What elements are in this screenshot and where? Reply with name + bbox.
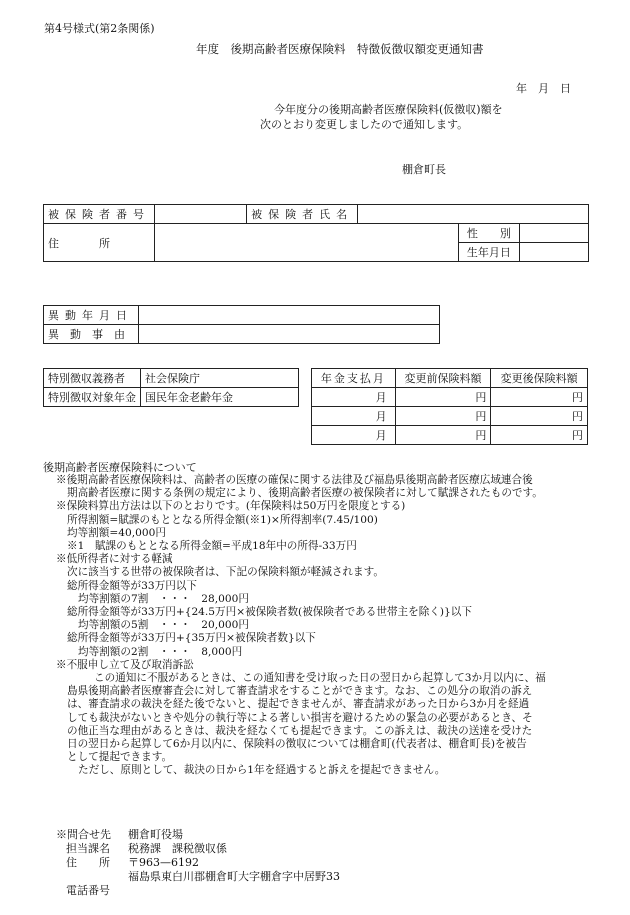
note-line: しても裁決がないときや処分の執行等による著しい損害を避けるための緊急の必要があるとき、そ (67, 711, 533, 724)
before-amount-header: 変更前保険料額 (395, 369, 491, 388)
obligor-table (43, 368, 299, 407)
note-line: ただし、原則として、裁決の日から1年を経過すると訴えを提起できません。 (78, 764, 446, 777)
note-line: この通知に不服があるときは、この通知書を受け取った日の翌日から起算して3か月以内に、福 (94, 672, 546, 685)
note-line: 均等割額=40,000円 (67, 526, 166, 539)
note-line: ※1 賦課のもととなる所得金額=平成18年中の所得-33万円 (67, 540, 357, 553)
note-line: 均等割額の2割 ・・・ 8,000円 (78, 645, 243, 658)
change-date-field[interactable] (138, 306, 439, 325)
section-value: 税務課 課税徴収係 (128, 842, 227, 855)
intro-line-2: 次のとおり変更しましたので通知します。 (260, 118, 469, 131)
before-amount-cell[interactable]: 円 (395, 388, 491, 407)
note-line: ※低所得者に対する軽減 (56, 553, 173, 566)
obligor-value: 社会保険庁 (141, 369, 299, 388)
note-line: ※不服申し立て及び取消訴訟 (56, 658, 194, 671)
birth-date-label: 生年月日 (458, 243, 519, 262)
table-row (312, 407, 588, 426)
change-table (43, 305, 440, 344)
note-line: ※後期高齢者医療保険料は、高齢者の医療の確保に関する法律及び福島県後期高齢者医療広域連合後 (56, 474, 533, 486)
pension-table (311, 368, 588, 445)
after-amount-cell[interactable]: 円 (491, 388, 588, 407)
table-row (312, 426, 588, 445)
note-line: として提起できます。 (67, 751, 173, 764)
intro-line-1: 今年度分の後期高齢者医療保険料(仮徴収)額を (274, 103, 503, 116)
notes-heading: 後期高齢者医療保険料について (43, 461, 197, 474)
before-amount-cell[interactable]: 円 (395, 407, 491, 426)
change-reason-field[interactable] (138, 325, 439, 344)
form-number: 第4号様式(第2条関係) (44, 22, 155, 35)
section-label: 担当課名 (66, 842, 110, 855)
note-line: 総所得金額等が33万円以下 (67, 579, 198, 592)
contact-address-label: 住 所 (66, 856, 110, 869)
note-line: 総所得金額等が33万円+{24.5万円×被保険者数(被保険者である世帯主を除く)}以下 (67, 606, 472, 619)
after-amount-header: 変更後保険料額 (491, 369, 588, 388)
document-title: 年度 後期高齢者医療保険料 特徴仮徴収額変更通知書 (196, 42, 484, 56)
obligor-label: 特別徴収義務者 (44, 369, 141, 388)
birth-date-field[interactable] (519, 243, 588, 262)
insured-table (43, 204, 589, 262)
note-line: の他正当な理由があるときは、裁決を経なくても提起できます。この訴えは、裁決の送達を受けた (67, 724, 533, 737)
insured-name-field[interactable] (358, 205, 589, 224)
after-amount-cell[interactable]: 円 (491, 426, 588, 445)
note-line: 総所得金額等が33万円+{35万円×被保険者数}以下 (67, 632, 316, 645)
address-label: 住 所 (44, 224, 155, 262)
inquiry-value: 棚倉町役場 (128, 828, 183, 841)
note-line: 均等割額の5割 ・・・ 20,000円 (78, 619, 249, 632)
sex-label: 性 別 (458, 224, 519, 243)
insured-name-label: 被保険者氏名 (247, 205, 358, 224)
postal-code: 〒963—6192 (128, 856, 199, 869)
address-field[interactable] (155, 224, 459, 262)
note-line: 次に該当する世帯の被保険者は、下記の保険料額が軽減されます。 (67, 566, 384, 579)
obligor-row (44, 388, 299, 407)
issue-date: 年 月 日 (516, 82, 571, 95)
note-line: は、審査請求の裁決を経た後でないと、提起できませんが、審査請求があった日から3か月を経過 (67, 698, 530, 711)
change-date-label: 異動年月日 (44, 306, 139, 325)
note-line: 所得割額=賦課のもととなる所得金額(※1)×所得割率(7.45/100) (67, 513, 378, 526)
phone-label: 電話番号 (66, 884, 110, 897)
issuer-name: 棚倉町長 (402, 163, 446, 176)
insured-number-field[interactable] (155, 205, 247, 224)
before-amount-cell[interactable]: 円 (395, 426, 491, 445)
obligor-row (44, 369, 299, 388)
note-line: 日の翌日から起算して6か月以内に、保険料の徴収については棚倉町(代表者は、棚倉町長)を被告 (67, 738, 527, 751)
note-line: 均等割額の7割 ・・・ 28,000円 (78, 592, 249, 605)
note-line: 島県後期高齢者医療審査会に対して審査請求をすることができます。なお、この処分の取消の訴え (67, 685, 533, 698)
obligor-label: 特別徴収対象年金 (44, 388, 141, 407)
inquiry-label: ※問合せ先 (56, 828, 111, 841)
contact-address: 福島県東白川郡棚倉町大字棚倉字中居野33 (128, 870, 340, 883)
table-row (312, 388, 588, 407)
pension-month-header: 年金支払月 (312, 369, 396, 388)
pension-month-cell[interactable]: 月 (312, 407, 396, 426)
sex-field[interactable] (519, 224, 588, 243)
obligor-value: 国民年金老齢年金 (141, 388, 299, 407)
after-amount-cell[interactable]: 円 (491, 407, 588, 426)
pension-month-cell[interactable]: 月 (312, 388, 396, 407)
insured-number-label: 被保険者番号 (44, 205, 155, 224)
notes-body (46, 474, 596, 778)
note-line: 期高齢者医療に関する条例の規定により、後期高齢者医療の被保険者に対して賦課されたものです。 (67, 487, 543, 500)
pension-month-cell[interactable]: 月 (312, 426, 396, 445)
note-line: ※保険料算出方法は以下のとおりです。(年保険料は50万円を限度とする) (56, 500, 406, 513)
change-reason-label: 異 動 事 由 (44, 325, 139, 344)
